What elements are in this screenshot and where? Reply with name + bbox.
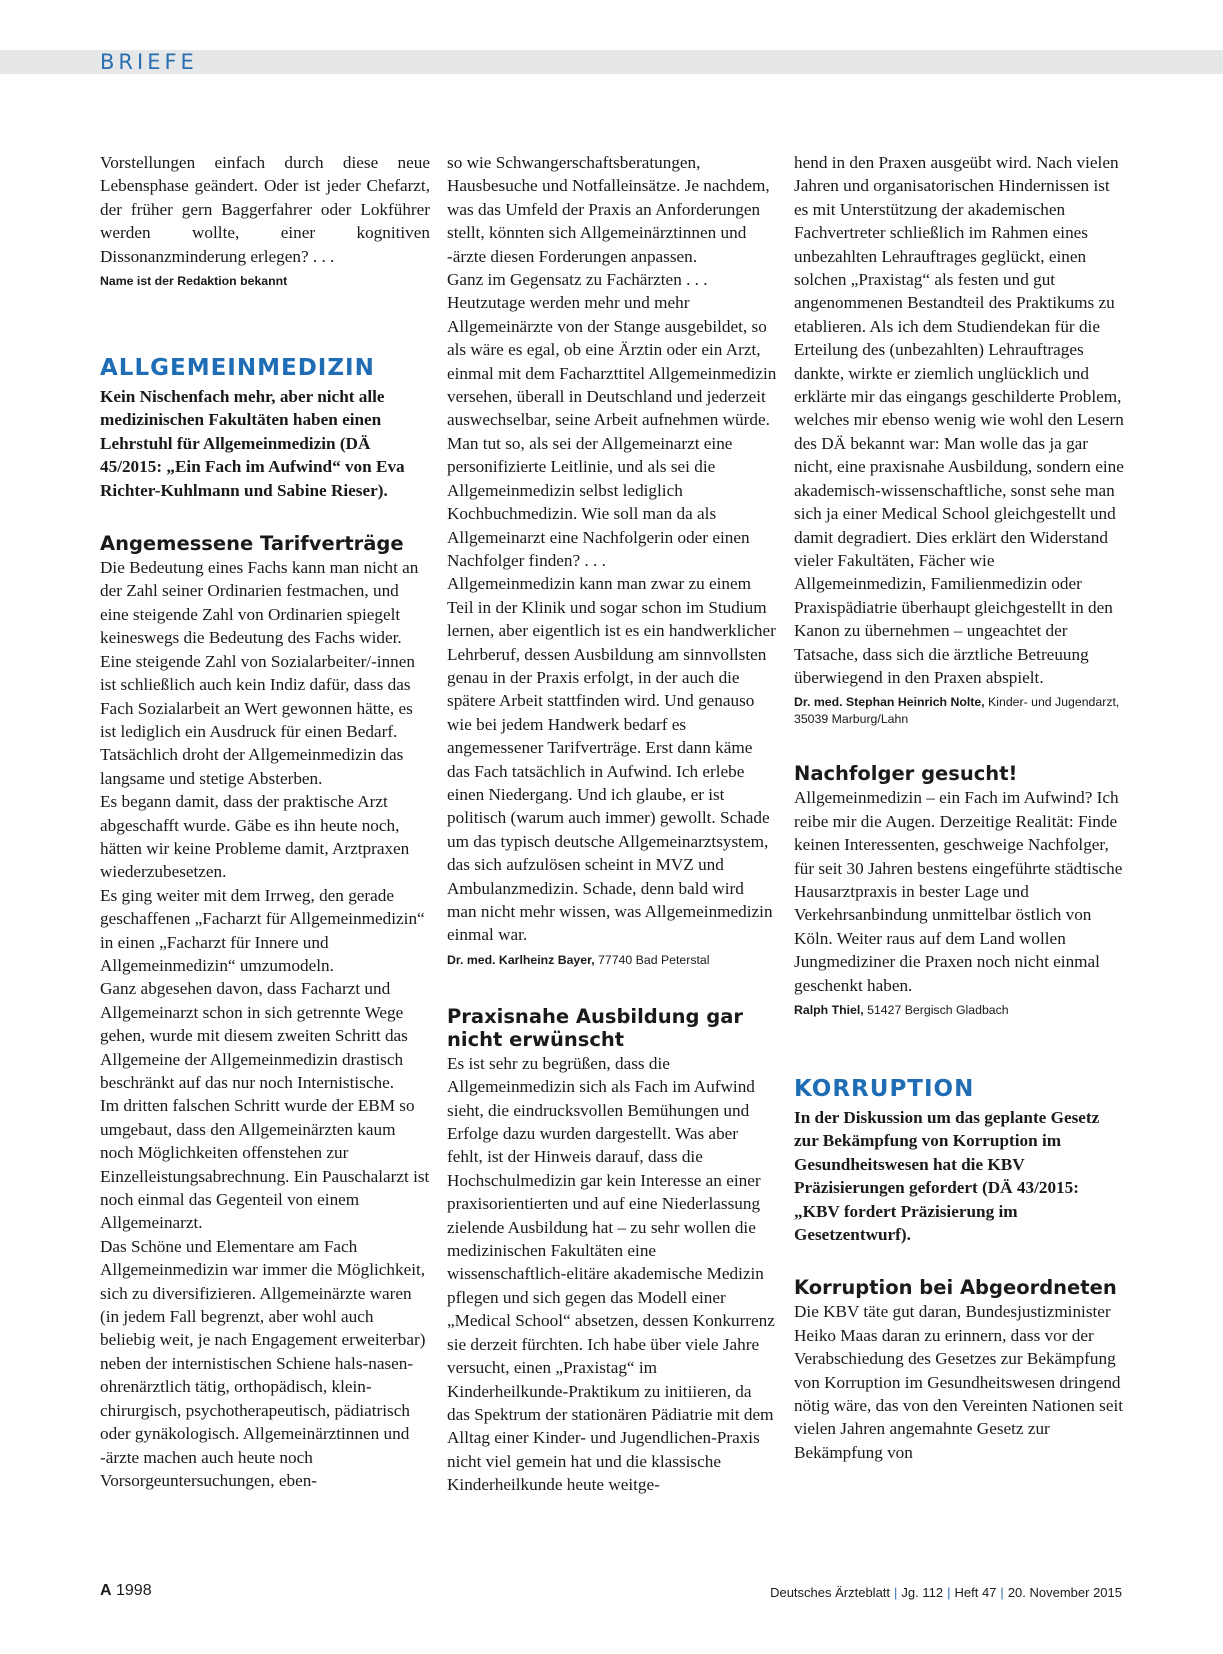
separator: | bbox=[894, 1585, 898, 1600]
body-paragraph: Allgemeinmedizin – ein Fach im Aufwind? Ich reibe mir die Augen. Derzeitige Realität: Finde keinen Interessenten, geschweige Nachfolger, für seit 30 Jahren bestens eingeführte städtische Hausarztpraxis in bester Lage und Verkehrsanbindung unmittelbar östlich von Köln. Weiter raus auf dem Land wollen Jungmediziner die Praxen noch nicht einmal geschenkt haben. bbox=[794, 788, 1123, 995]
rubric-title: ALLGEMEINMEDIZIN bbox=[100, 355, 375, 382]
page-number bbox=[100, 1582, 152, 1600]
journal-volume: Jg. 112 bbox=[901, 1585, 944, 1600]
author-signature bbox=[100, 273, 430, 290]
column-3 bbox=[794, 151, 1124, 1464]
body-paragraph: Allgemeinmedizin kann man zwar zu einem Teil in der Klinik und sogar schon im Studium lernen, aber eigentlich ist es ein handwerklicher Lehrberuf, dessen Ausbildung am sinnvollsten genau in der Praxis erfolgt, in der auch die spätere Arbeit stattfinden wird. Und genauso wie bei jedem Handwerk bedarf es angemessener Tarifverträge. Erst dann käme das Fach tatsächlich in Aufwind. Ich erlebe einen Niedergang. Und ich glaube, er ist politisch (warum auch immer) gewollt. Schade um das typisch deutsche Allgemeinarztsystem, das sich aufzulösen scheint in MVZ und Ambulanzmedizin. Schade, denn bald wird man nicht mehr wissen, was Allgemeinmedizin einmal war. bbox=[447, 574, 776, 945]
body-paragraph: hend in den Praxen ausgeübt wird. Nach vielen Jahren und organisatorischen Hindernissen ist es mit Unterstützung der akademischen Fachvertreter schließlich im Rahmen eines unbezahlten Lehrauftrages geglückt, einen solchen „Praxistag“ als festen und gut angenommenen Bestandteil des Praktikums zu etablieren. Als ich dem Studiendekan für die Erteilung des (unbezahlten) Lehrauftrages dankte, wirkte er ziemlich unglücklich und erklärte mir das eingangs geschilderte Problem, welches mir ebenso wenig wie wohl den Lesern des DÄ bekannt war: Man wolle das ja gar nicht, eine praxisnahe Ausbildung, sondern eine akademisch-wissenschaftliche, sonst sehe man sich ja einer Medical School gleichgestellt und damit degradiert. Dies erklärt den Widerstand vieler Fakultäten, Fächer wie Allgemeinmedizin, Familienmedizin oder Praxispädiatrie überhaupt gleichgestellt in den Kanon zu übernehmen – ungeachtet der Tatsache, dass sich die ärztliche Betreuung überwiegend in den Praxen abspielt. bbox=[794, 153, 1124, 687]
publication-info bbox=[770, 1585, 1122, 1600]
letter-heading: Korruption bei Abgeordneten bbox=[794, 1276, 1117, 1300]
body-paragraph: so wie Schwangerschaftsberatungen, Hausbesuche und Notfalleinsätze. Je nachdem, was das Umfeld der Praxis an Anforderungen stellt, könnten sich Allgemeinärztinnen und -ärzte diesen Forderungen anpassen. bbox=[447, 153, 770, 266]
body-paragraph: Ganz abgesehen davon, dass Facharzt und Allgemeinarzt schon in sich getrennte Wege gehen, wurde mit diesem zweiten Schritt das Allgemeine der Allgemeinmedizin drastisch beschränkt auf das nur noch Internistische. bbox=[100, 979, 408, 1092]
author-name: Ralph Thiel, bbox=[794, 1003, 864, 1017]
column-2 bbox=[447, 151, 777, 1497]
letter-heading: Angemessene Tarifverträge bbox=[100, 532, 404, 556]
letter-heading: Praxisnahe Ausbildung gar nicht erwünscht bbox=[447, 1004, 743, 1051]
lead-text: Kein Nischenfach mehr, aber nicht alle medizinischen Fakultäten haben einen Lehrstuhl für Allgemeinmedizin (DÄ 45/2015: „Ein Fach im Aufwind“ von Eva Richter-Kuhlmann und Sabine Rieser). bbox=[100, 387, 405, 500]
body-paragraph: Die Bedeutung eines Fachs kann man nicht an der Zahl seiner Ordinarien festmachen, und eine steigende Zahl von Ordinarien spiegelt keineswegs die Bedeutung des Fachs wider. Eine steigende Zahl von Sozialarbeiter/-innen ist schließlich auch kein Indiz dafür, dass das Fach Sozialarbeit an Wert gewonnen hätte, es ist lediglich ein Ausdruck für einen Bedarf. Tatsächlich droht der Allgemeinmedizin das langsame und stetige Absterben. bbox=[100, 558, 419, 788]
body-paragraph: Die KBV täte gut daran, Bundesjustizminister Heiko Maas daran zu erinnern, dass vor der Verabschiedung des Gesetzes zur Bekämpfung von Korruption im Gesundheitswesen dringend nötig wäre, das von den Vereinten Nationen seit vielen Jahren angemahnte Gesetz zur Bekämpfung von bbox=[794, 1302, 1124, 1462]
author-signature bbox=[447, 952, 777, 969]
journal-name: Deutsches Ärzteblatt bbox=[770, 1585, 891, 1600]
author-place: 51427 Bergisch Gladbach bbox=[863, 1003, 1009, 1017]
body-paragraph: Ganz im Gegensatz zu Fachärzten . . . Heutzutage werden mehr und mehr Allgemeinärzte von der Stange ausgebildet, so als wäre es egal, ob eine Ärztin oder ein Arzt, einmal mit dem Facharzttitel Allgemeinmedizin versehen, überall in Deutschland und jederzeit auswechselbar, seine Arbeit aufnehmen würde. Man tut so, als sei der Allgemeinarzt eine personifizierte Leitlinie, und als sei die Allgemeinmedizin selbst lediglich Kochbuchmedizin. Wie soll man da als Allgemeinarzt eine Nachfolgerin oder einen Nachfolger finden? . . . bbox=[447, 270, 777, 570]
publication-date: 20. November 2015 bbox=[1007, 1585, 1122, 1600]
author-place: 77740 Bad Peterstal bbox=[594, 952, 710, 967]
rubric-title: KORRUPTION bbox=[794, 1076, 975, 1102]
author-signature bbox=[794, 1002, 1124, 1019]
body-paragraph: Im dritten falschen Schritt wurde der EBM so umgebaut, dass den Allgemeinärzten kaum noch Möglichkeiten offenstehen zur Einzelleistungsabrechnung. Ein Pauschalarzt ist noch einmal das Gegenteil von einem Allgemeinarzt. bbox=[100, 1096, 430, 1233]
author-place: Kinder- und Jugendarzt, 35039 Marburg/Lahn bbox=[794, 695, 1120, 727]
separator: | bbox=[1000, 1585, 1004, 1600]
column-1 bbox=[100, 151, 430, 1492]
author-name: Dr. med. Karlheinz Bayer, bbox=[447, 952, 595, 967]
author-name: Dr. med. Stephan Heinrich Nolte, bbox=[794, 695, 985, 710]
separator: | bbox=[947, 1585, 951, 1600]
journal-issue: Heft 47 bbox=[954, 1585, 997, 1600]
body-paragraph: Vorstellungen einfach durch diese neue Lebensphase geändert. Oder ist jeder Chefarzt, der früher gern Baggerfahrer oder Lokführer werden wollte, einer kognitiven Dissonanzminderung erlegen? . . . bbox=[100, 153, 430, 266]
body-paragraph: Es ging weiter mit dem Irrweg, den gerade geschaffenen „Facharzt für Allgemeinmedizin“ in einen „Facharzt für Innere und Allgemeinmedizin“ umzumodeln. bbox=[100, 885, 425, 975]
author-name: Name ist der Redaktion bekannt bbox=[100, 274, 288, 289]
body-paragraph: Das Schöne und Elementare am Fach Allgemeinmedizin war immer die Möglichkeit, sich zu diversifizieren. Allgemeinärzte waren (in jedem Fall begrenzt, aber wohl auch beliebig weit, je nach Engagement erweiterbar) neben der internistischen Schiene hals-nasen-ohrenärztlich tätig, orthopädisch, klein-chirurgisch, psychotherapeutisch, pädiatrisch oder gynäkologisch. Allgemeinärztinnen und -ärzte machen auch heute noch Vorsorgeuntersuchungen, eben- bbox=[100, 1236, 426, 1490]
body-paragraph: Es ist sehr zu begrüßen, dass die Allgemeinmedizin sich als Fach im Aufwind sieht, die eindrucksvollen Bemühungen und Erfolge dazu wurden dargestellt. Was aber fehlt, ist der Hinweis darauf, dass die Hochschulmedizin gar kein Interesse an einer praxisorientierten und auf eine Niederlassung zielende Ausbildung hat – zu sehr wollen die medizinischen Fakultäten eine wissenschaftlich-elitäre akademische Medizin pflegen und sich gegen das Modell einer „Medical School“ absetzen, dessen Konkurrenz sie derzeit fürchten. Ich habe über viele Jahre versucht, einen „Praxistag“ im Kinderheilkunde-Praktikum zu initiieren, da das Spektrum der stationären Pädiatrie mit dem Alltag einer Kinder- und Jugendlichen-Praxis nicht viel gemein hat und die klassische Kinderheilkunde heute weitge- bbox=[447, 1053, 775, 1495]
page-letter: A bbox=[100, 1582, 112, 1599]
page-number-value: 1998 bbox=[111, 1582, 152, 1599]
section-title: BRIEFE bbox=[100, 50, 198, 74]
author-signature bbox=[794, 694, 1124, 728]
letter-heading: Nachfolger gesucht! bbox=[794, 762, 1018, 786]
body-paragraph: Es begann damit, dass der praktische Arzt abgeschafft wurde. Gäbe es ihn heute noch, hätten wir keine Probleme damit, Arztpraxen wiederzubesetzen. bbox=[100, 792, 410, 882]
lead-text: In der Diskussion um das geplante Gesetz zur Bekämpfung von Korruption im Gesundheitswesen hat die KBV Präzisierungen gefordert (DÄ 43/2015: „KBV fordert Präzisierung im Gesetzentwurf). bbox=[794, 1108, 1100, 1245]
